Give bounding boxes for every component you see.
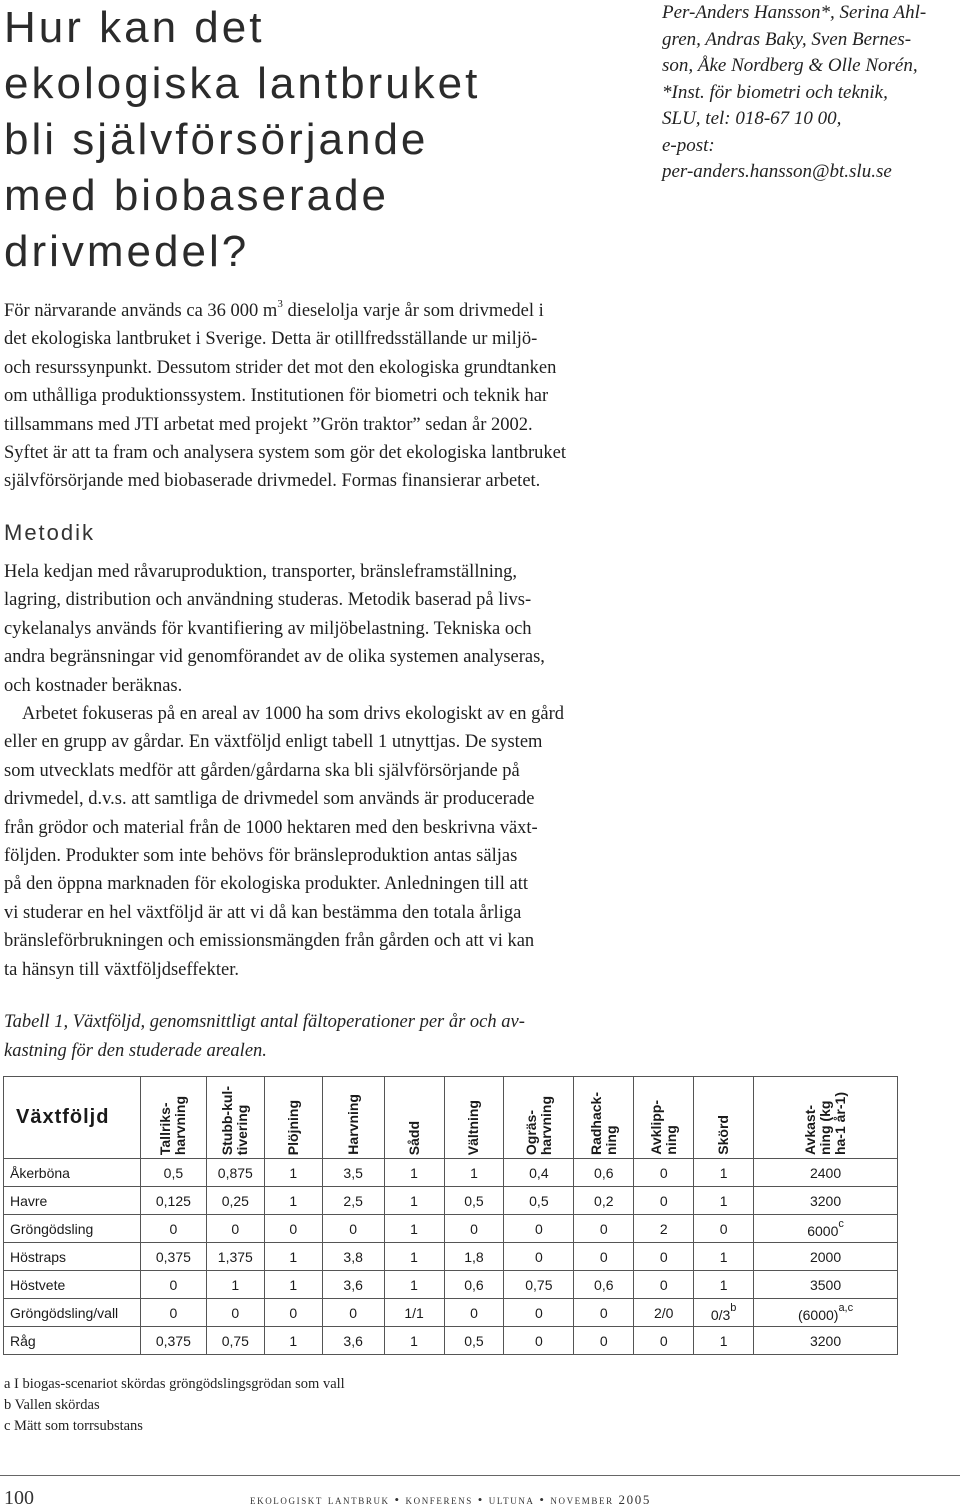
header-label <box>158 1092 188 1155</box>
cell-value: 0 <box>169 1304 178 1321</box>
header-label-line: Tallriks- <box>157 1102 174 1155</box>
cell-value: 3200 <box>809 1192 842 1209</box>
cell-value: 0 <box>659 1164 668 1181</box>
table-cell <box>384 1327 444 1355</box>
cell-value: 0 <box>289 1220 298 1237</box>
header-label-line: Plöjning <box>284 1099 301 1155</box>
table-cell <box>444 1327 504 1355</box>
header-col-4 <box>322 1077 384 1159</box>
caption-line: Tabell 1, Växtföljd, genomsnittligt antal fältoperationer per år och av- <box>4 1012 525 1032</box>
author-line: *Inst. för biometri och teknik, <box>662 81 888 103</box>
header-label-line: Vältning <box>465 1099 482 1155</box>
table-cell <box>384 1159 444 1187</box>
intro-line: tillsammans med JTI arbetat med projekt ”Grön traktor” sedan år 2002. <box>4 414 533 435</box>
cell-value: 0 <box>599 1248 608 1265</box>
cell-value: 3,6 <box>343 1276 363 1293</box>
table-cell <box>634 1299 694 1327</box>
table-cell <box>504 1159 574 1187</box>
method-line: från grödor och material från de 1000 hektaren med den beskrivna växt- <box>4 817 538 838</box>
table-cell <box>444 1159 504 1187</box>
table-cell <box>694 1159 754 1187</box>
cell-value: 1 <box>289 1276 298 1293</box>
author-line: gren, Andras Baky, Sven Bernes- <box>662 28 912 50</box>
cell-value: 3,6 <box>343 1332 363 1349</box>
table-cell <box>634 1271 694 1299</box>
running-footer: ekologiskt lantbruk • konferens • ultuna • november 2005 <box>250 1492 651 1507</box>
cell-value: 1 <box>289 1332 298 1349</box>
article-title <box>4 0 634 280</box>
cell-value: 1 <box>410 1164 418 1181</box>
table-cell <box>444 1243 504 1271</box>
method-line: cykelanalys används för kvantifiering av miljöbelastning. Tekniska och <box>4 618 532 639</box>
cell-value: 1 <box>719 1192 728 1209</box>
method-line: Hela kedjan med råvaruproduktion, transporter, bränsleframställning, <box>4 562 517 582</box>
crop-name: Råg <box>4 1327 141 1355</box>
cell-value: 0 <box>349 1304 358 1321</box>
title-line: med biobaserade <box>4 171 390 220</box>
table-row <box>4 1243 898 1271</box>
cell-value: 1 <box>410 1332 418 1349</box>
cell-value: 0 <box>534 1304 543 1321</box>
header-vaxtfoljd: Växtföljd <box>4 1077 141 1159</box>
header-label <box>346 1090 361 1155</box>
intro-line-1 <box>4 290 632 325</box>
crop-name: Gröngödsling <box>4 1215 141 1243</box>
section-heading-metodik: Metodik <box>4 520 96 545</box>
table-cell <box>444 1187 504 1215</box>
caption-line: kastning för den studerade arealen. <box>4 1040 267 1061</box>
header-label-line: ning <box>602 1125 619 1155</box>
header-label-line: harvning <box>172 1095 189 1155</box>
cell-value: 0,5 <box>529 1192 549 1209</box>
crop-name: Havre <box>4 1187 141 1215</box>
cell-value: 0,25 <box>221 1192 249 1209</box>
author-email: per-anders.hansson@bt.slu.se <box>662 161 892 182</box>
table-cell <box>754 1159 898 1187</box>
header-col-8 <box>574 1077 634 1159</box>
table-cell <box>444 1271 504 1299</box>
table-cell <box>504 1215 574 1243</box>
header-label-line: Ogräs- <box>522 1109 539 1155</box>
table-row <box>4 1215 898 1243</box>
crop-name: Gröngödsling/vall <box>4 1299 141 1327</box>
cell-value: 0 <box>231 1304 240 1321</box>
page-number: 100 <box>4 1487 34 1509</box>
table-cell <box>264 1159 322 1187</box>
method-line: vi studerar en hel växtföljd är att vi då kan bestämma den totala årliga <box>4 902 522 923</box>
intro-paragraph <box>4 290 632 496</box>
cell-value: 0 <box>659 1192 668 1209</box>
header-label <box>407 1117 422 1155</box>
table-cell <box>754 1187 898 1215</box>
method-line: lagring, distribution och användning studeras. Metodik baserad på livs- <box>4 590 532 611</box>
footer-divider <box>0 1475 960 1476</box>
table-footnotes <box>4 1374 345 1437</box>
cell-value: 1,375 <box>217 1248 253 1265</box>
table-cell <box>140 1299 206 1327</box>
table-cell <box>322 1299 384 1327</box>
cell-value: 0,6 <box>594 1276 614 1293</box>
table-header-row <box>4 1077 898 1159</box>
cell-value: 2000 <box>809 1248 842 1265</box>
intro-text-part: För närvarande används ca 36 000 m <box>4 301 278 321</box>
table-cell <box>322 1187 384 1215</box>
cell-value: 0 <box>169 1220 178 1237</box>
table-cell <box>754 1215 898 1243</box>
table-cell <box>504 1299 574 1327</box>
cell-value: 3,8 <box>343 1248 363 1265</box>
header-label-line: Stubb-kul- <box>219 1085 236 1155</box>
cell-value: 2400 <box>809 1164 842 1181</box>
method-line: ta hänsyn till växtföljdseffekter. <box>4 959 239 980</box>
crop-name: Åkerböna <box>4 1159 141 1187</box>
cell-value: 1 <box>719 1164 728 1181</box>
method-line: andra begränsningar vid genomförandet av de olika systemen analyseras, <box>4 647 545 668</box>
method-line: eller en grupp av gårdar. En växtföljd enligt tabell 1 utnyttjas. De system <box>4 732 543 753</box>
header-label-line: Harvning <box>344 1094 361 1155</box>
table-cell <box>444 1299 504 1327</box>
table-cell <box>264 1327 322 1355</box>
cell-value: 0 <box>659 1332 668 1349</box>
table-body <box>4 1159 898 1355</box>
header-label-line: tivering <box>234 1104 251 1155</box>
cell-value: 1 <box>231 1276 240 1293</box>
author-line: SLU, tel: 018-67 10 00, <box>662 108 842 129</box>
cell-value: 0,75 <box>221 1332 249 1349</box>
method-line: bränsleförbrukningen och emissionsmängden från gården och att vi kan <box>4 931 535 952</box>
header-label-line: Avklipp- <box>647 1100 664 1155</box>
cell-value: 0 <box>470 1220 478 1237</box>
cell-value: 1 <box>470 1164 478 1181</box>
author-line: son, Åke Nordberg & Olle Norén, <box>662 55 918 76</box>
cell-value: 0,375 <box>155 1332 191 1349</box>
method-line: drivmedel, d.v.s. att samtliga de drivmedel som används är producerade <box>4 789 535 810</box>
cell-value: 0,2 <box>594 1192 614 1209</box>
table-cell <box>754 1243 898 1271</box>
table-cell <box>694 1271 754 1299</box>
cell-value: 6000 <box>807 1223 839 1239</box>
intro-line: självförsörjande med biobaserade drivmedel. Formas finansierar arbetet. <box>4 471 541 492</box>
table-cell <box>140 1159 206 1187</box>
cell-value: 0 <box>599 1220 608 1237</box>
method-line: följden. Produkter som inte behövs för bränsleproduktion antas säljas <box>4 846 518 867</box>
cell-value: 1,8 <box>464 1248 484 1265</box>
table-cell <box>384 1215 444 1243</box>
cell-value: 0 <box>470 1304 478 1321</box>
cell-value: 2/0 <box>653 1304 674 1321</box>
header-col-3 <box>264 1077 322 1159</box>
table-cell <box>694 1215 754 1243</box>
table-cell <box>574 1327 634 1355</box>
header-label <box>524 1092 554 1155</box>
header-label-line: harvning <box>537 1095 554 1155</box>
table-cell <box>322 1243 384 1271</box>
cell-value: 0,5 <box>163 1164 184 1181</box>
header-col-5 <box>384 1077 444 1159</box>
title-line: Hur kan det <box>4 3 265 52</box>
header-label <box>286 1096 301 1155</box>
table-cell <box>264 1187 322 1215</box>
table-cell <box>206 1299 264 1327</box>
table-cell <box>384 1243 444 1271</box>
table-caption <box>4 1008 624 1065</box>
table-cell <box>634 1159 694 1187</box>
cell-value: 1/1 <box>404 1304 424 1321</box>
footnote-marker: a,c <box>838 1302 854 1314</box>
cell-value: 0,4 <box>529 1164 549 1181</box>
table-cell <box>694 1299 754 1327</box>
footnote-b: b Vallen skördas <box>4 1397 100 1413</box>
table-cell <box>634 1187 694 1215</box>
header-label <box>716 1111 731 1155</box>
table-cell <box>322 1327 384 1355</box>
method-line: Arbetet fokuseras på en areal av 1000 ha som drivs ekologiskt av en gård <box>22 704 564 725</box>
cell-value: 3200 <box>809 1332 842 1349</box>
crop-rotation-table <box>3 1076 898 1355</box>
cell-value: 0 <box>534 1332 543 1349</box>
cell-value: 0 <box>169 1276 178 1293</box>
header-label <box>803 1088 848 1155</box>
table-cell <box>694 1243 754 1271</box>
cell-value: 0,5 <box>464 1332 484 1349</box>
table-cell <box>504 1271 574 1299</box>
table-cell <box>322 1271 384 1299</box>
cell-value: 0,875 <box>217 1164 253 1181</box>
intro-line: om uthålliga produktionssystem. Institutionen för biometri och teknik har <box>4 386 549 407</box>
title-line: drivmedel? <box>4 227 250 276</box>
cell-value: 0 <box>659 1248 668 1265</box>
title-line: bli självförsörjande <box>4 115 429 164</box>
table-cell <box>504 1187 574 1215</box>
footnote-marker: b <box>730 1302 737 1314</box>
table-cell <box>634 1243 694 1271</box>
cell-value: 1 <box>719 1248 728 1265</box>
table-cell <box>384 1187 444 1215</box>
table-cell <box>140 1187 206 1215</box>
cell-value: 1 <box>289 1248 298 1265</box>
table-cell <box>694 1187 754 1215</box>
table-cell <box>574 1271 634 1299</box>
table-cell <box>140 1327 206 1355</box>
cell-value: 0 <box>534 1248 543 1265</box>
table-cell <box>264 1299 322 1327</box>
table-row <box>4 1159 898 1187</box>
cell-value: 0,375 <box>155 1248 191 1265</box>
table-cell <box>754 1299 898 1327</box>
header-label <box>589 1088 619 1155</box>
header-label-line: Avkast- <box>802 1104 819 1155</box>
header-col-2 <box>206 1077 264 1159</box>
header-col-11 <box>754 1077 898 1159</box>
table-cell <box>140 1243 206 1271</box>
header-label-line: ning (kg <box>817 1100 834 1155</box>
table-cell <box>206 1327 264 1355</box>
header-col-1 <box>140 1077 206 1159</box>
header-col-9 <box>634 1077 694 1159</box>
table-cell <box>322 1215 384 1243</box>
cell-value: 2 <box>659 1220 668 1237</box>
crop-name: Höstraps <box>4 1243 141 1271</box>
header-col-10 <box>694 1077 754 1159</box>
table-cell <box>140 1271 206 1299</box>
footnote-a: a I biogas-scenariot skördas gröngödslingsgrödan som vall <box>4 1376 345 1392</box>
table-cell <box>206 1187 264 1215</box>
table-row <box>4 1299 898 1327</box>
title-line: ekologiska lantbruket <box>4 59 481 108</box>
cell-value: 0 <box>659 1276 668 1293</box>
cell-value: 0/3 <box>710 1307 731 1323</box>
cell-value: 0 <box>289 1304 298 1321</box>
method-line: som utvecklats medför att gården/gårdarna ska bli självförsörjande på <box>4 760 520 781</box>
cell-value: 0,75 <box>525 1276 553 1293</box>
cell-value: 1 <box>719 1332 728 1349</box>
table-cell <box>574 1215 634 1243</box>
header-col-6 <box>444 1077 504 1159</box>
table-cell <box>384 1299 444 1327</box>
cell-value: 1 <box>289 1192 298 1209</box>
table-cell <box>206 1159 264 1187</box>
header-label <box>649 1096 679 1155</box>
crop-name: Höstvete <box>4 1271 141 1299</box>
header-col-7 <box>504 1077 574 1159</box>
footnote-c: c Mätt som torrsubstans <box>4 1418 143 1434</box>
header-label <box>466 1096 481 1155</box>
header-label-line: Sådd <box>405 1120 422 1155</box>
header-label-line: Radhack- <box>587 1091 604 1155</box>
cell-value: 3500 <box>809 1276 842 1293</box>
table-row <box>4 1327 898 1355</box>
table-cell <box>574 1299 634 1327</box>
intro-text-part: dieselolja varje år som drivmedel i <box>282 301 544 321</box>
table-cell <box>140 1215 206 1243</box>
table-cell <box>574 1159 634 1187</box>
cell-value: 0,125 <box>155 1192 191 1209</box>
superscript: 3 <box>277 298 283 310</box>
table-cell <box>444 1215 504 1243</box>
table-cell <box>574 1187 634 1215</box>
author-line: Per-Anders Hansson*, Serina Ahl- <box>662 2 927 23</box>
cell-value: 0 <box>599 1332 608 1349</box>
method-paragraphs <box>4 558 632 984</box>
cell-value: 3,5 <box>343 1164 363 1181</box>
author-line: e-post: <box>662 134 715 156</box>
cell-value: 0,5 <box>464 1192 484 1209</box>
header-label-line: Skörd <box>715 1115 732 1155</box>
intro-line: det ekologiska lantbruket i Sverige. Detta är otillfredsställande ur miljö- <box>4 329 538 350</box>
cell-value: 0 <box>349 1220 358 1237</box>
intro-line: Syftet är att ta fram och analysera system som gör det ekologiska lantbruket <box>4 443 567 464</box>
cell-value: 0 <box>719 1220 728 1237</box>
cell-value: 0 <box>231 1220 240 1237</box>
cell-value: 1 <box>410 1220 418 1237</box>
footnote-marker: c <box>838 1218 844 1230</box>
table-cell <box>754 1271 898 1299</box>
cell-value: 1 <box>410 1276 418 1293</box>
table-cell <box>264 1215 322 1243</box>
table-cell <box>504 1243 574 1271</box>
cell-value: 1 <box>289 1164 298 1181</box>
cell-value: 1 <box>410 1192 418 1209</box>
method-line: på den öppna marknaden för ekologiska produkter. Anledningen till att <box>4 874 529 895</box>
cell-value: 0 <box>599 1304 608 1321</box>
table-cell <box>322 1159 384 1187</box>
cell-value: 1 <box>410 1248 418 1265</box>
table-cell <box>264 1243 322 1271</box>
table-cell <box>264 1271 322 1299</box>
table-cell <box>574 1243 634 1271</box>
table-cell <box>206 1243 264 1271</box>
table-row <box>4 1187 898 1215</box>
cell-value: 2,5 <box>343 1192 363 1209</box>
header-label-line: ha-1 år-1) <box>832 1091 849 1155</box>
cell-value: 0 <box>534 1220 543 1237</box>
table-cell <box>384 1271 444 1299</box>
table-cell <box>206 1215 264 1243</box>
table-row <box>4 1271 898 1299</box>
header-label-line: ning <box>662 1125 679 1155</box>
table-cell <box>634 1215 694 1243</box>
table-cell <box>504 1327 574 1355</box>
method-line: och kostnader beräknas. <box>4 675 183 696</box>
cell-value: 1 <box>719 1276 728 1293</box>
table-cell <box>634 1327 694 1355</box>
table-cell <box>754 1327 898 1355</box>
cell-value: 0,6 <box>594 1164 614 1181</box>
table-cell <box>694 1327 754 1355</box>
cell-value: 0,6 <box>464 1276 484 1293</box>
author-block <box>662 0 960 186</box>
table-cell <box>206 1271 264 1299</box>
cell-value: (6000) <box>797 1307 839 1323</box>
header-label <box>220 1082 250 1155</box>
intro-line: och resurssynpunkt. Dessutom strider det mot den ekologiska grundtanken <box>4 357 557 378</box>
